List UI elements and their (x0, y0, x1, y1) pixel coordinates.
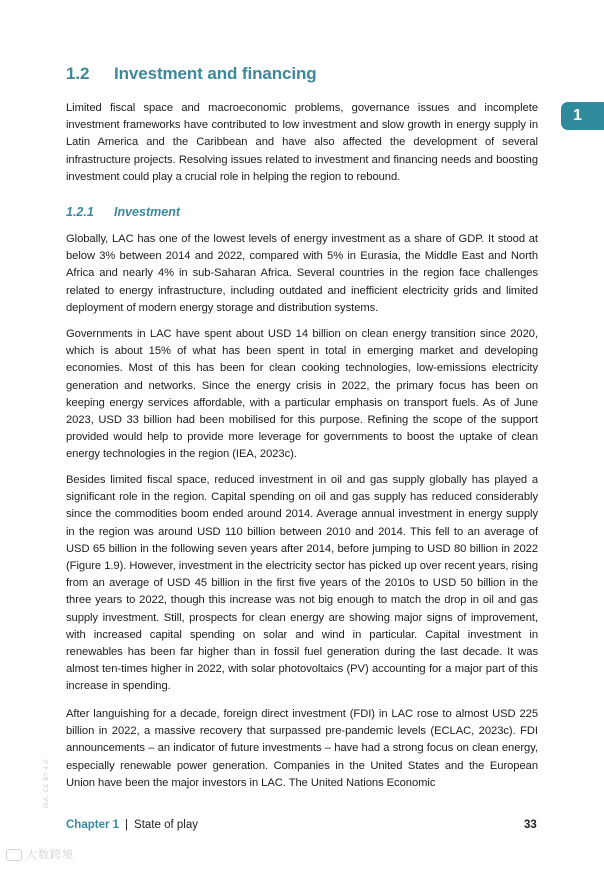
watermark (6, 846, 74, 862)
subsection-heading (66, 205, 180, 219)
chapter-tab-label: 1 (573, 107, 582, 124)
paragraph-government-spending: Governments in LAC have spent about USD 14 billion on clean energy transition since 2020, which is about 15% of what has been spent in total in emerging market and developing economies. Most of this has been for clean cooking technologies, low-emissions electricity generation and networks. Since the energy crisis in 2022, the primary focus has been on keeping energy services affordable, with a particular emphasis on transport fuels. As of June 2023, USD 33 billion had been mobilised for this purpose. Refining the scope of the support provided would help to provide more leverage for governments to boost the uptake of clean energy technologies in the region (IEA, 2023c). (66, 328, 538, 461)
section-title: Investment and financing (114, 64, 317, 83)
watermark-logo-icon (6, 849, 22, 861)
page-number: 33 (524, 819, 537, 831)
paragraph-oil-gas-investment: Besides limited fiscal space, reduced investment in oil and gas supply globally has played a significant role in the region. Capital spending on oil and gas supply has reduced considerably since the commodities boom ended around 2014. Average annual investment in energy supply in the region was around USD 110 billion between 2010 and 2014. This fell to an average of USD 65 billion in the following seven years after 2014, before jumping to USD 80 billion in 2022 (Figure 1.9). However, investment in the electricity sector has picked up over recent years, rising from an average of USD 45 billion in the first five years of the 2010s to USD 50 billion in the three years to 2022, though this increase was not big enough to match the drop in oil and gas supply investment. Still, prospects for clean energy are showing major signs of improvement, with increased capital spending on solar and wind in particular. Capital investment in renewables has been far higher than in fossil fuel generation during the last decade. It was almost ten-times higher in 2022, with solar photovoltaics (PV) accounting for a major part of this increase in spending. (66, 474, 538, 693)
footer-chapter-label: Chapter 1 (66, 819, 120, 831)
footer-separator: | (125, 819, 129, 831)
watermark-text: 大数跨境 (26, 849, 74, 861)
chapter-tab[interactable] (561, 102, 604, 130)
footer-chapter (66, 819, 198, 831)
license-note: IEA. CC BY 4.0. (44, 757, 50, 808)
paragraph-investment-share-gdp: Globally, LAC has one of the lowest levels of energy investment as a share of GDP. It stood at below 3% between 2014 and 2022, compared with 5% in Eurasia, the Middle East and North Africa and nearly 4% in sub-Saharan Africa. Several countries in the region face challenges related to energy infrastructure, including outdated and inefficient electricity grids and limited deployment of modern energy storage and distribution systems. (66, 233, 538, 314)
subsection-title: Investment (114, 205, 180, 219)
paragraph-fdi: After languishing for a decade, foreign direct investment (FDI) in LAC rose to almost USD 225 billion in 2022, a massive recovery that surpassed pre-pandemic levels (ECLAC, 2023c). FDI announcements – an indicator of future investments – have had a strong focus on clean energy, especially renewable power generation. Companies in the United States and the European Union have been the major investors in LAC. The United Nations Economic (66, 708, 538, 789)
subsection-number: 1.2.1 (66, 205, 94, 219)
section-heading (66, 64, 317, 84)
footer-chapter-title: State of play (134, 819, 198, 831)
intro-paragraph: Limited fiscal space and macroeconomic problems, governance issues and incomplete investment frameworks have contributed to low investment and slow growth in energy supply in Latin America and the Caribbean and have also affected the development of several infrastructure projects. Resolving issues related to investment and financing needs and boosting investment could play a crucial role in helping the region to rebound. (66, 102, 538, 183)
section-number: 1.2 (66, 64, 90, 83)
